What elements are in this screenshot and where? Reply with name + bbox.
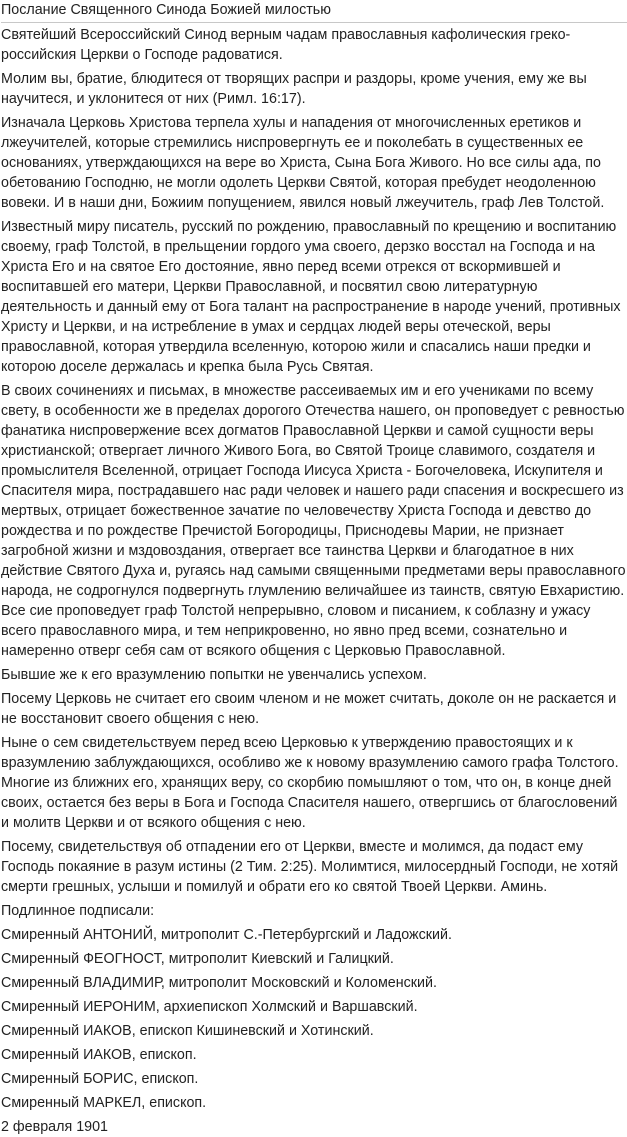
paragraph: Святейший Всероссийский Синод верным чадам православныя кафолическия греко-российския Церкви о Господе радоватися. [1,27,571,63]
signatures-block [1,901,627,1137]
document-title: Послание Священного Синода Божией милостью [1,2,331,18]
signature-line: Смиренный ИАКОВ, епископ Кишиневский и Хотинский. [1,1023,374,1039]
signature-line: Смиренный МАРКЕЛ, епископ. [1,1095,207,1111]
signature-line: Смиренный ФЕОГНОСТ, митрополит Киевский и Галицкий. [1,951,394,967]
paragraph: Ныне о сем свидетельствуем перед всею Церковью к утверждению правостоящих и к вразумлению заблуждающихся, особливо же к новому вразумлению самого графа Толстого. Многие из ближних его, хранящих веру, со скорбию помышляют о том, что он, в конце дней своих, остается без веры в Бога и Господа Спасителя нашего, отвергшись от благословений и молитв Церкви и от всякого общения с нею. [1,735,619,831]
signature-line: Смиренный БОРИС, епископ. [1,1071,199,1087]
signature-line: Смиренный АНТОНИЙ, митрополит С.-Петербургский и Ладожский. [1,927,452,943]
document-date: 2 февраля 1901 [1,1119,108,1135]
signature-line: Смиренный ВЛАДИМИР, митрополит Московский и Коломенский. [1,975,437,991]
paragraph: Бывшие же к его вразумлению попытки не увенчались успехом. [1,667,427,683]
signatures-heading: Подлинное подписали: [1,903,155,919]
signature-line: Смиренный ИАКОВ, епископ. [1,1047,197,1063]
paragraph: Молим вы, братие, блюдитеся от творящих распри и раздоры, кроме учения, ему же вы научитеся, и уклонитеся от них (Римл. 16:17). [1,71,587,107]
paragraph: В своих сочинениях и письмах, в множестве рассеиваемых им и его учениками по всему свету, в особенности же в пределах дорогого Отечества нашего, он проповедует с ревностью фанатика ниспровержение всех догматов Православной Церкви и самой сущности веры христианской; отвергает личного Живого Бога, во Святой Троице славимого, создателя и промыслителя Вселенной, отрицает Господа Иисуса Христа - Богочеловека, Искупителя и Спасителя мира, пострадавшего нас ради человек и нашего ради спасения и воскресшего из мертвых, отрицает божественное зачатие по человечеству Христа Господа и девство до рождества и по рождестве Пречистой Богородицы, Приснодевы Марии, не признает загробной жизни и мздовоздания, отвергает все таинства Церкви и благодатное в них действие Святого Духа и, ругаясь над самыми священными предметами веры православного народа, не содрогнулся подвергнуть глумлению величайшее из таинств, святую Евхаристию. Все сие проповедует граф Толстой непрерывно, словом и писанием, к соблазну и ужасу всего православного мира, и тем неприкровенно, но явно пред всеми, сознательно и намеренно отверг себя сам от всякого общения с Церковью Православной. [1,383,626,659]
signature-line: Смиренный ИЕРОНИМ, архиепископ Холмский и Варшавский. [1,999,418,1015]
document-body [1,25,627,897]
paragraph: Посему, свидетельствуя об отпадении его от Церкви, вместе и молимся, да подаст ему Господь покаяние в разум истины (2 Тим. 2:25). Молимтися, милосердный Господи, не хотяй смерти грешных, услыши и помилуй и обрати его ко святой Твоей Церкви. Аминь. [1,839,619,895]
paragraph: Известный миру писатель, русский по рождению, православный по крещению и воспитанию своему, граф Толстой, в прельщении гордого ума своего, дерзко восстал на Господа и на Христа Его и на святое Его достояние, явно перед всеми отрекся от вскормившей и воспитавшей его матери, Церкви Православной, и посвятил свою литературную деятельность и данный ему от Бога талант на распространение в народе учений, противных Христу и Церкви, и на истребление в умах и сердцах людей веры отеческой, веры православной, которая утвердила вселенную, которою жили и спасались наши предки и которою доселе держалась и крепка была Русь Святая. [1,219,621,375]
paragraph: Изначала Церковь Христова терпела хулы и нападения от многочисленных еретиков и лжеучителей, которые стремились ниспровергнуть ее и поколебать в существенных ее основаниях, утверждающихся на вере во Христа, Сына Бога Живого. Но все силы ада, по обетованию Господню, не могли одолеть Церкви Святой, которая пребудет неодоленною вовеки. И в наши дни, Божиим попущением, явился новый лжеучитель, граф Лев Толстой. [1,115,605,211]
title-divider [1,22,627,23]
paragraph: Посему Церковь не считает его своим членом и не может считать, доколе он не раскается и не восстановит своего общения с нею. [1,691,617,727]
